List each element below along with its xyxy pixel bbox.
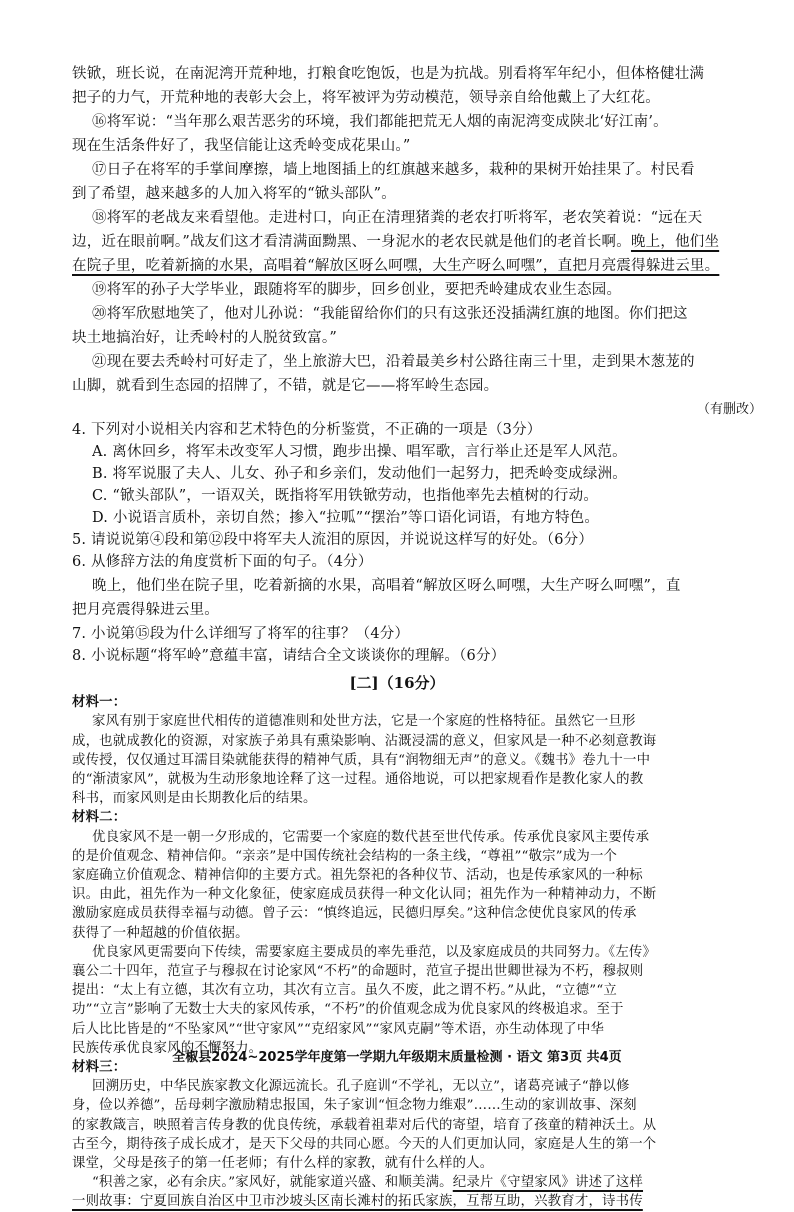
option-a: A. 离休回乡，将军未改变军人习惯，跑步出操、唱军歌，言行举止还是军人风范。 <box>92 444 627 460</box>
story-text: 边，近在眼前啊。”战友们这才看清满面黝黑、一身泥水的老农民就是他们的老首长啊。 <box>72 234 631 250</box>
page-footer: 全椒县2024~2025学年度第一学期九年级期末质量检测 · 语文 第3页 共4页 <box>172 1050 622 1065</box>
material-1-line: 或传授，仅仅通过耳濡目染就能获得的精神气质，具有“润物细无声”的意义。《魏书》卷九十一中 <box>72 752 651 768</box>
material-2-line: 识。由此，祖先作为一种文化象征，使家庭成员获得一种文化认同；祖先作为一种精神动力，不断 <box>72 887 657 903</box>
story-line <box>72 230 762 254</box>
story-line: 把子的力气，开荒种地的表彰大会上，将军被评为劳动模范，领导亲自给他戴上了大红花。 <box>72 90 660 106</box>
material-3-line: 身，俭以养德”，岳母刺字激励精忠报国，朱子家训“恒念物力维艰”……生动的家训故事、深刻 <box>72 1098 637 1114</box>
story-line: 到了希望，越来越多的人加入将军的“锨头部队”。 <box>72 186 396 202</box>
material-2-line: 激励家庭成员获得幸福与动德。曾子云：“慎终追远，民德归厚矣。”这种信念使优良家风的传承 <box>72 906 637 922</box>
quoted-sentence: 把月亮震得躲进云里。 <box>72 602 219 618</box>
material-2-line: 提出：“太上有立德，其次有立功，其次有立言。虽久不废，此之谓不朽。”从此，“立德”“立 <box>72 983 617 999</box>
material-2-line: 的是价值观念、精神信仰。“亲亲”是中国传统社会结构的一条主线，“尊祖”“敬宗”成为一个 <box>72 848 618 864</box>
material-3-line <box>92 1173 762 1192</box>
edit-note: （有删改） <box>696 402 762 417</box>
material-3-label: 材料三： <box>72 1059 127 1075</box>
material-2-line: 家庭确立价值观念、精神信仰的主要方式。祖先祭祀的各种仪节、活动，也是传承家风的一种标 <box>72 868 643 883</box>
material-1-line: 家风有别于家庭世代相传的道德准则和处世方法，它是一个家庭的性格特征。虽然它一旦形 <box>92 714 636 730</box>
material-2-line: 获得了一种超越的价值依据。 <box>72 925 249 941</box>
question-7: 7. 小说第⑮段为什么详细写了将军的往事？（4分） <box>72 626 410 642</box>
underlined-sentence: 在院子里，吃着新摘的水果，高唱着“解放区呀么呵嘿，大生产呀么呵嘿”，直把月亮震得躲进云里。 <box>72 258 720 274</box>
section-title: [二]（16分） <box>349 674 445 692</box>
material-2-line: 优良家风不是一朝一夕形成的，它需要一个家庭的数代甚至世代传承。传承优良家风主要传承 <box>92 829 650 845</box>
material-3-line: 的家教箴言，映照着言传身教的优良传统，承载着祖辈对后代的寄望，培育了孩童的精神沃土。从 <box>72 1117 657 1133</box>
option-d: D. 小说语言质朴，亲切自然；掺入“拉呱”“摆治”等口语化词语，有地方特色。 <box>92 510 600 526</box>
material-3-line: 回溯历史，中华民族家教文化源远流长。孔子庭训“不学礼，无以立”，诸葛亮诫子“静以修 <box>92 1079 630 1095</box>
material-3-line: 课堂，父母是孩子的第一任老师；有什么样的家教，就有什么样的人。 <box>72 1156 494 1171</box>
material-1-line: 的“渐渍家风”，就极为生动形象地诠释了这一过程。通俗地说，可以把家规看作是教化家人的教 <box>72 772 644 787</box>
material-2-line: 优良家风更需要向下传续，需要家庭主要成员的率先垂范，以及家庭成员的共同努力。《左传》 <box>92 944 657 960</box>
story-paragraph-17: ⑰日子在将军的手掌间摩擦，墙上地图插上的红旗越来越多，栽种的果树开始挂果了。村民看 <box>92 162 695 178</box>
material-2-line: 功”“立言”影响了无数士大夫的家风传承，“不朽”的价值观念成为优良家风的终极追求。至于 <box>72 1002 624 1018</box>
option-c: C. “锨头部队”，一语双关，既指将军用铁锨劳动，也指他率先去植树的行动。 <box>92 488 599 504</box>
question-4: 4. 下列对小说相关内容和艺术特色的分析鉴赏，不正确的一项是（3分） <box>72 422 542 438</box>
question-5: 5. 请说说第④段和第⑫段中将军夫人流泪的原因，并说说这样写的好处。（6分） <box>72 532 594 548</box>
material-2-line: 后人比比皆是的“不坠家风”“世守家风”“克绍家风”“家风克嗣”等术语，亦生动体现了中华 <box>72 1021 605 1037</box>
question-6: 6. 从修辞方法的角度赏析下面的句子。（4分） <box>72 554 373 570</box>
material-2-line: 襄公二十四年，范宣子与穆叔在讨论家风“不朽”的命题时，范宣子提出世卿世禄为不朽，穆叔则 <box>72 964 644 979</box>
material-1-line: 成，也就成教化的资源，对家族子弟具有熏染影响、沾溉浸濡的意义，但家风是一种不必刻意教诲 <box>72 733 657 749</box>
material-3-line: 古至今，期待孩子成长成才，是天下父母的共同心愿。今天的人们更加认同，家庭是人生的第一个 <box>72 1136 657 1152</box>
story-paragraph-16: ⑯将军说：“当年那么艰苦恶劣的环境，我们都能把荒无人烟的南泥湾变成陕北‘好江南’。 <box>92 114 668 130</box>
quoted-sentence: 晚上，他们坐在院子里，吃着新摘的水果，高唱着“解放区呀么呵嘿，大生产呀么呵嘿”，直 <box>92 578 681 594</box>
material-1-label: 材料一： <box>72 694 127 711</box>
story-line: 山脚，就看到生态园的招牌了，不错，就是它——将军岭生态园。 <box>72 378 499 394</box>
story-line: 现在生活条件好了，我坚信能让这秃岭变成花果山。” <box>72 138 411 154</box>
story-paragraph-21: ㉑现在要去秃岭村可好走了，坐上旅游大巴，沿着最美乡村公路往南三十里，走到果木葱茏的 <box>92 354 695 370</box>
story-paragraph-18: ⑱将军的老战友来看望他。走进村口，向正在清理猪粪的老农打听将军，老农笑着说：“远在天 <box>92 210 703 226</box>
material-1-line: 科书，而家风则是由长期教化后的结果。 <box>72 791 317 807</box>
question-8: 8. 小说标题“将军岭”意蕴丰富，请结合全文谈谈你的理解。（6分） <box>72 648 506 664</box>
story-line: 铁锨，班长说，在南泥湾开荒种地，打粮食吃饱饭，也是为抗战。别看将军年纪小，但体格健壮满 <box>72 66 705 82</box>
underlined-sentence: 晚上，他们坐 <box>630 234 720 250</box>
story-line: 块土地搞治好，让秃岭村的人脱贫致富。” <box>72 330 337 346</box>
material-3-text: “积善之家，必有余庆。”家风好，就能家道兴盛、和顺美满。 <box>92 1175 453 1191</box>
story-paragraph-20: ⑳将军欣慰地笑了，他对儿孙说：“我能留给你们的只有这张还没插满红旗的地图。你们把这 <box>92 306 688 322</box>
story-paragraph-19: ⑲将军的孙子大学毕业，跟随将军的脚步，回乡创业，要把秃岭建成农业生态园。 <box>92 282 622 298</box>
option-b: B. 将军说服了夫人、儿女、孙子和乡亲们，发动他们一起努力，把秃岭变成绿洲。 <box>92 466 627 482</box>
material-3-line: 一则故事：宁夏回族自治区中卫市沙坡头区南长滩村的拓氏家族，互帮互助，兴教育才，诗书传 <box>72 1194 643 1210</box>
material-2-line: 民族传承优良家风的不懈努力。 <box>72 1040 263 1056</box>
material-2-label: 材料二： <box>72 809 127 826</box>
underlined-sentence: 纪录片《守望家风》讲述了这样 <box>452 1175 644 1191</box>
